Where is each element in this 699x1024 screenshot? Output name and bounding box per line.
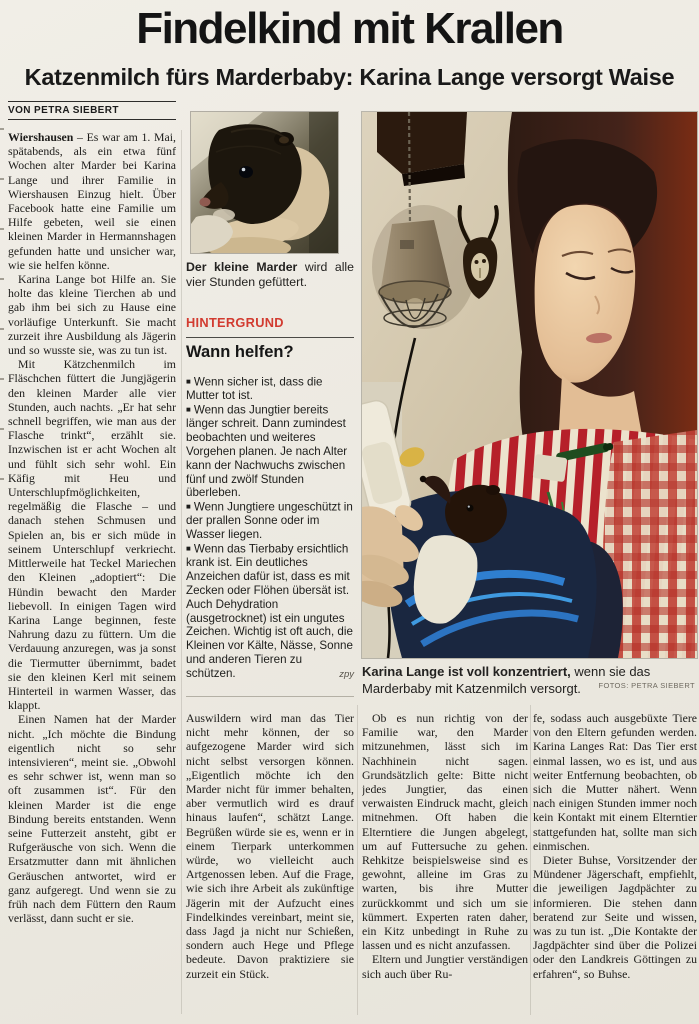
bullet-icon: ■ <box>186 405 191 415</box>
scan-mark <box>0 328 4 330</box>
column-rule <box>357 705 358 1015</box>
sub-headline: Katzenmilch fürs Marderbaby: Karina Lange versorgt Waise <box>24 64 675 90</box>
paragraph-text: – Es war am 1. Mai, spätabends, als ein etwa fünf Wochen alter Marder bei Karina Lange und ihrer Familie in Wiershausen Einzug hielt. Über Facebook hatte eine Familie um Hilfe gebeten, weil sie einen kleinen Marder in Hermannshagen gefunden hatte und unsicher war, wie sie helfen könne. <box>8 130 176 272</box>
caption-lead: Karina Lange ist voll konzentriert, <box>362 664 571 679</box>
scan-mark <box>0 128 4 130</box>
scan-mark <box>0 478 4 480</box>
large-photo-caption <box>362 663 697 697</box>
marten-nose <box>200 198 211 207</box>
scan-mark <box>0 278 4 280</box>
scan-mark <box>0 228 4 230</box>
bullet-list <box>186 375 354 681</box>
article-paragraph: Auswildern wird man das Tier nicht mehr können, der so aufgezogene Marder wird sich nicht selbst versorgen können. „Eigentlich möchte ich den Marder nicht für immer behalten, aber vermutlich wird es drauf hinaus laufen“, schätzt Lange. Begrüßen würde sie es, wenn er in einem Tierpark unterkommen würde, wo vielleicht auch Artgenossen leben. Auf die Frage, wie sich ihre Arbeit als zukünftige Jägerin mit der Aufzucht eines Findelkindes vereinbart, meint sie, dass Jagd ja nicht nur Schießen, sondern auch Hege und Pflege bedeute. Davon praktiziere sie zurzeit ein Stück. <box>186 711 354 981</box>
column-rule <box>181 130 182 1014</box>
dateline: Wiershausen <box>8 130 74 144</box>
kicker-rule <box>186 337 354 338</box>
bullet-item <box>186 403 354 500</box>
byline <box>8 101 176 120</box>
article-paragraph: fe, sodass auch ausgebüxte Tiere von den Eltern gefunden werden. Karina Langes Rat: Das Tier erst einmal lassen, wo es ist, und aus weiter Entfernung beobachten, ob sich die Mutter nähert. Wenn nach einigen Stunden immer noch kein Kontakt mit einem Elterntier stattgefunden hat, sollte man sich einmischen. <box>533 711 697 853</box>
small-photo-caption <box>186 260 354 291</box>
scan-mark <box>0 428 4 430</box>
article-paragraph: Ob es nun richtig von der Familie war, den Marder mitzunehmen, lässt sich im Nachhinein nicht sagen. Grundsätzlich gelte: Bitte nicht jedes Jungtier, das einen verwaisten Eindruck macht, gleich mitnehmen. Oft haben die Elterntiere die Jungen abgelegt, um auf Futtersuche zu gehen. Rehkitze beispielsweise sind es gewohnt, alleine im Gras zu warten, bis ihre Mutter zurückkommt und sich um sie kümmert. Experten raten daher, ein Kitz unbedingt in Ruhe zu lassen und es nicht anzufassen. <box>362 711 528 953</box>
article-paragraph: Mit Kätzchenmilch im Fläschchen füttert die Jungjägerin den kleinen Marder alle vier Stunden, auch nachts. „Er hat sehr schnell begriffen, wie man aus der Flasche trinkt“, erzählt sie. Inzwischen ist er acht Wochen alt und fühlt sich sehr wohl. Ein Käfig mit Heu und Unterschlupfmöglichkeiten, regelmäßig die Flasche – und danach stehen Schmusen und Spielen an, bis er sich müde in seinem Unterschlupf verkriecht. Mittlerweile hat Teckel Mariechen den Kleinen „adoptiert“: Die Hündin bewacht den Marder liebevoll. In einigen Tagen wird Karina Lange beginnen, feste Nahrung dazu zu füttern. Um die Verdauung anzuregen, was ja sonst die Tiermutter übernimmt, badet sie den kleinen Kerl mit seinem Hinterteil in warmen Wasser, das klappt. <box>8 357 176 713</box>
bullet-text: Wenn das Jungtier bereits länger schreit. Dann zumindest beobachten und weiteres Vorgehen planen. Je nach Alter kann der Nachwuchs zwischen fünf und zwölf Stunden überleben. <box>186 403 348 500</box>
bullet-item <box>186 375 354 403</box>
article-column-3 <box>362 711 528 1019</box>
article-column-4 <box>533 711 697 1019</box>
article-paragraph: Einen Namen hat der Marder nicht. „Ich möchte die Bindung eigentlich nicht so sehr intensivieren“, meint sie. „Obwohl es sehr schwer ist, wenn man so oft zusammen ist“. Für den kleinen Marder ist die enge Bindung bereits entstanden. Wenn seine Futterzeit ansteht, gibt er Rufgeräusche von sich. Wenn die Ersatzmutter dann mit ähnlichen Geräuschen antwortet, wird er ganz aufgeregt. Und wenn sie zu früh nach dem Füttern den Raum verlässt, dann sucht er sie. <box>8 712 176 926</box>
caption-text: wenn sie das Marderbaby mit Katzenmilch versorgt. <box>362 664 651 696</box>
bullet-icon: ■ <box>186 544 191 554</box>
article-paragraph: Eltern und Jungtier verständigen sich auch über Ru- <box>362 952 528 981</box>
page-title: Findelkind mit Krallen <box>136 4 563 53</box>
article-column-2 <box>186 711 354 1019</box>
bullet-icon: ■ <box>186 502 191 512</box>
article-paragraph <box>8 130 176 272</box>
photo-karina-feeding <box>362 112 697 658</box>
photo-credit: FOTOS: PETRA SIEBERT <box>598 681 695 690</box>
marten-eye <box>239 166 253 178</box>
bullet-text: Wenn Jungtiere ungeschützt in der prallen Sonne oder im Wasser liegen. <box>186 500 353 542</box>
scan-mark <box>0 378 4 380</box>
bullet-text: Wenn sicher ist, dass die Mutter tot ist. <box>186 375 323 403</box>
article-column-1 <box>8 130 176 1015</box>
marten-photo-art <box>191 112 338 253</box>
photo-marten-closeup <box>191 112 338 253</box>
agency-credit: zpy <box>339 668 354 680</box>
article-paragraph: Karina Lange bot Hilfe an. Sie holte das kleine Tierchen ab und gab ihm bei sich zu Hause eine vorläufige Unterkunft. Sie macht zurzeit ihre Ausbildung als Jägerin und so wusste sie, was zu tun ist. <box>8 272 176 358</box>
bullet-item <box>186 500 354 542</box>
caption-text: wird alle vier Stunden gefüttert. <box>186 260 354 290</box>
article-paragraph: Dieter Buhse, Vorsitzender der Mündener Jägerschaft, empfiehlt, die jeweiligen Jagdpächter zu informieren. Die stehen dann beratend zur Seite und wissen, was zu tun ist. „Die Kontakte der Jagdpächter sind über die Polizei oder den Landkreis Göttingen zu erfahren“, so Buhse. <box>533 853 697 981</box>
feeding-photo-art <box>362 112 697 658</box>
scan-mark <box>0 178 4 180</box>
bullet-icon: ■ <box>186 377 191 386</box>
box-bottom-rule <box>186 696 354 697</box>
bullet-text: Wenn das Tierbaby ersichtlich krank ist. Ein deutliches Anzeichen dafür ist, dass es mit Zecken oder Flöhen übersät ist. Auch Dehydration (ausgetrocknet) ist ein ungutes Zeichen. Wichtig ist oft auch, die Kleinen vor Kälte, Nässe, Sonne und anderen Tieren zu schützen. <box>186 542 353 680</box>
box-title: Wann helfen? <box>186 343 294 361</box>
caption-lead: Der kleine Marder <box>186 260 298 274</box>
column-rule <box>530 705 531 1015</box>
bullet-item <box>186 542 354 680</box>
byline-text: VON PETRA SIEBERT <box>8 105 119 116</box>
section-kicker: HINTERGRUND <box>186 315 284 330</box>
